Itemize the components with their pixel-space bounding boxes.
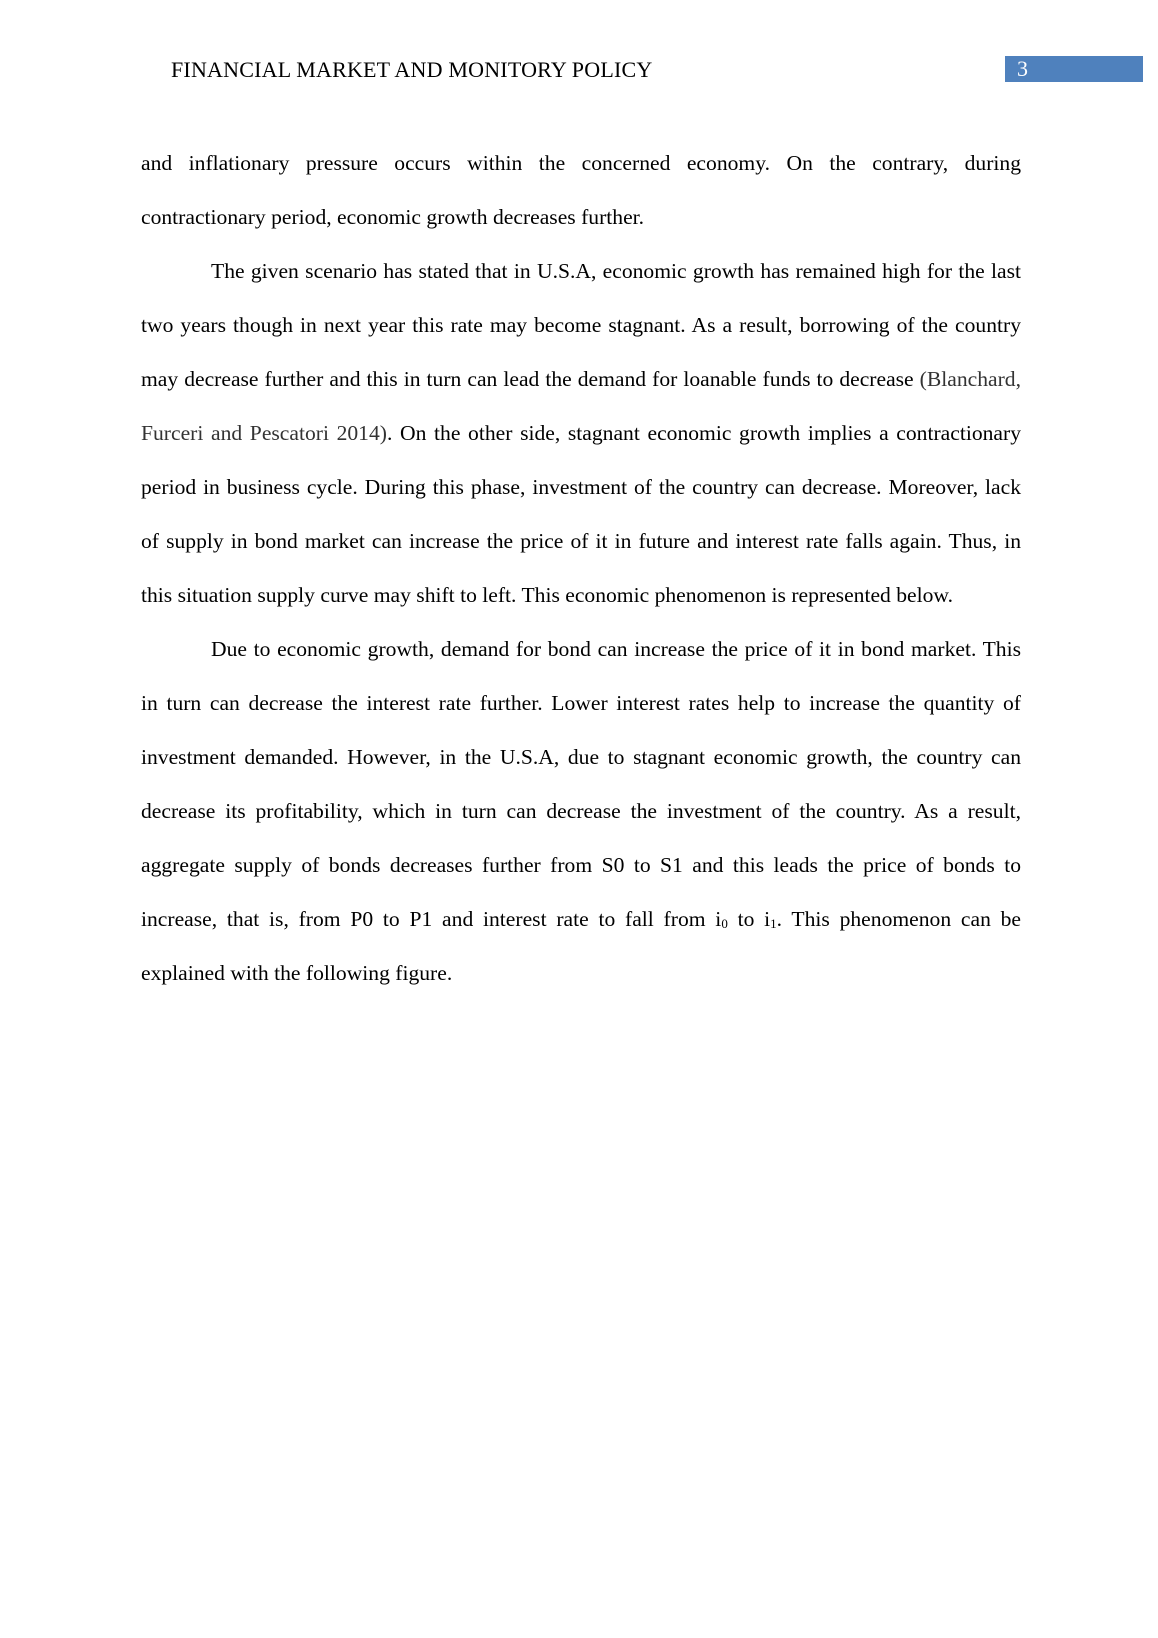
paragraph-2-text-a: Due to economic growth, demand for bond can increase the price of it in bond market. This in turn can decrease the interest rate further. Lower interest rates help to increase the quantity of investment demanded. However, in the U.S.A, due to stagnant economic growth, the country can decrease its profitability, which in turn can decrease the investment of the country. As a result, aggregate supply of bonds decreases further from S0 to S1 and this leads the price of bonds to increase, that is, from P0 to P1 and interest rate to fall from i <box>141 637 1021 931</box>
paragraph-1-text-b: . On the other side, stagnant economic growth implies a contractionary period in business cycle. During this phase, investment of the country can decrease. Moreover, lack of supply in bond market can increase the price of it in future and interest rate falls again. Thus, in this situation supply curve may shift to left. This economic phenomenon is represented below. <box>141 421 1021 607</box>
running-header-title: FINANCIAL MARKET AND MONITORY POLICY <box>171 57 653 82</box>
paragraph-1-text-a: The given scenario has stated that in U.S.A, economic growth has remained high for the last two years though in next year this rate may become stagnant. As a result, borrowing of the country may decrease further and this in turn can lead the demand for loanable funds to decrease <box>141 259 1021 391</box>
paragraph-scenario <box>141 244 1021 622</box>
subscript-1: 1 <box>770 916 777 931</box>
body-text <box>141 136 1021 1000</box>
citation: (Blanchard, Furceri and Pescatori 2014) <box>141 367 1021 445</box>
paragraph-0-text: and inflationary pressure occurs within the concerned economy. On the contrary, during contractionary period, economic growth decreases further. <box>141 151 1021 229</box>
paragraph-2-text-c: . This phenomenon can be explained with the following figure. <box>141 907 1022 985</box>
page-number: 3 <box>1017 56 1028 81</box>
paragraph-2-text-b: to i <box>727 907 771 931</box>
page-number-badge <box>1005 56 1143 82</box>
paragraph-bond-market <box>141 622 1021 1000</box>
subscript-0: 0 <box>721 916 728 931</box>
paragraph-continuation <box>141 136 1021 244</box>
